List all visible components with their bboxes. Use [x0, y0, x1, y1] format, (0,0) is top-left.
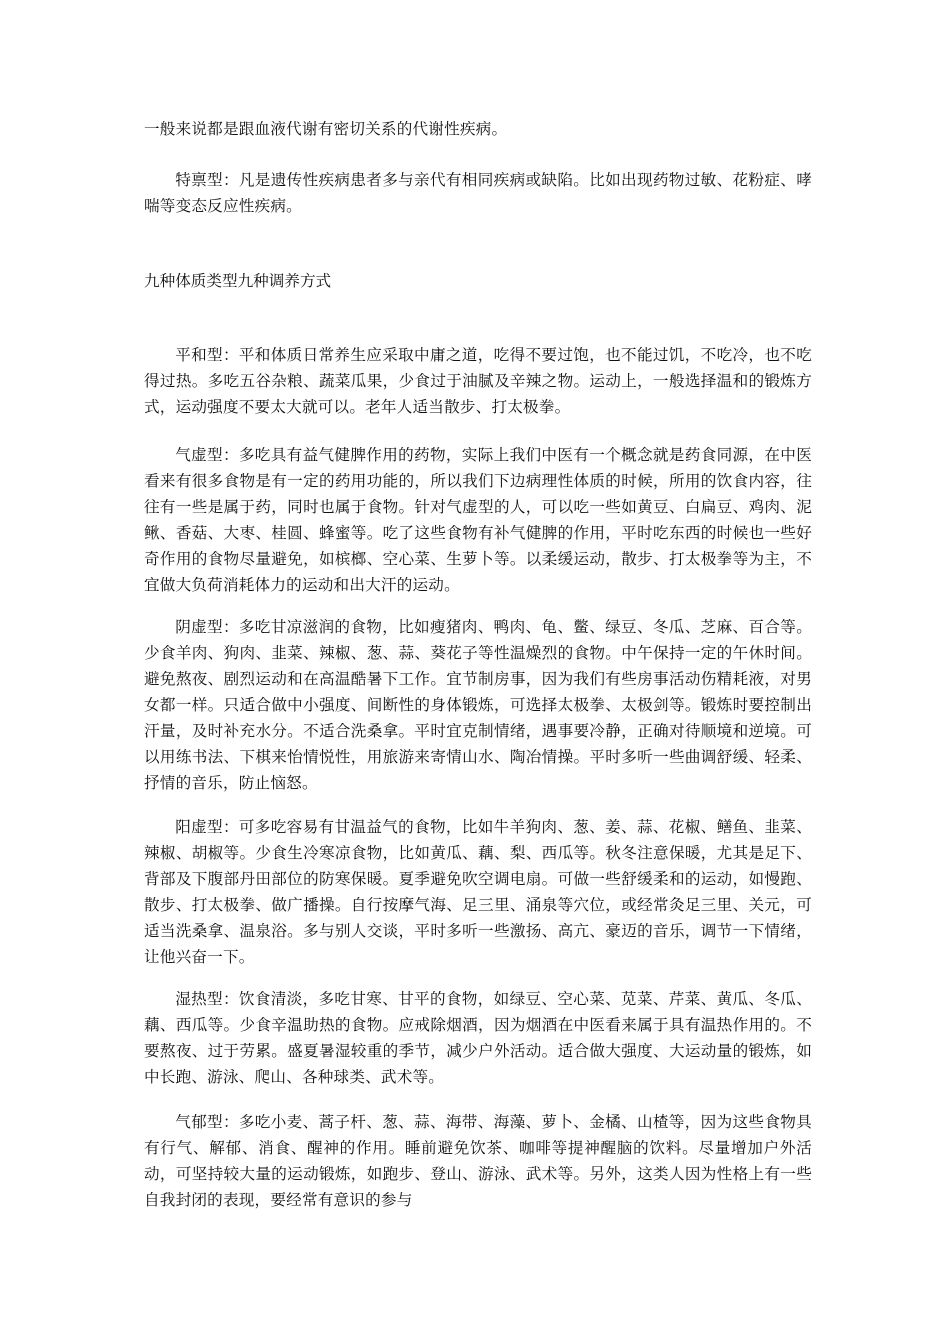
paragraph-qiyu: 气郁型：多吃小麦、蒿子杆、葱、蒜、海带、海藻、萝卜、金橘、山楂等，因为这些食物具有行气、解郁、消食、醒神的作用。睡前避免饮茶、咖啡等提神醒脑的饮料。尽量增加户外活动，可坚持较大量的运动锻炼，如跑步、登山、游泳、武术等。另外，这类人因为性格上有一些自我封闭的表现，要经常有意识的参与 [144, 1113, 812, 1209]
paragraph-pinghe: 平和型：平和体质日常养生应采取中庸之道，吃得不要过饱，也不能过饥，不吃冷，也不吃得过热。多吃五谷杂粮、蔬菜瓜果，少食过于油腻及辛辣之物。运动上，一般选择温和的锻炼方式，运动强度不要太大就可以。老年人适当散步、打太极拳。 [144, 346, 812, 416]
section-heading: 九种体质类型九种调养方式 [144, 272, 332, 290]
paragraph-intro-end: 一般来说都是跟血液代谢有密切关系的代谢性疾病。 [144, 120, 508, 138]
paragraph-qixu: 气虚型：多吃具有益气健脾作用的药物，实际上我们中医有一个概念就是药食同源，在中医看来有很多食物是有一定的药用功能的，所以我们下边病理性体质的时候，所用的饮食内容，往往有一些是属于药，同时也属于食物。针对气虚型的人，可以吃一些如黄豆、白扁豆、鸡肉、泥鳅、香菇、大枣、桂圆、蜂蜜等。吃了这些食物有补气健脾的作用，平时吃东西的时候也一些好奇作用的食物尽量避免，如槟榔、空心菜、生萝卜等。以柔缓运动，散步、打太极拳等为主，不宜做大负荷消耗体力的运动和出大汗的运动。 [144, 446, 812, 594]
paragraph-shire: 湿热型：饮食清淡，多吃甘寒、甘平的食物，如绿豆、空心菜、苋菜、芹菜、黄瓜、冬瓜、藕、西瓜等。少食辛温助热的食物。应戒除烟酒，因为烟酒在中医看来属于具有温热作用的。不要熬夜、过于劳累。盛夏暑湿较重的季节，减少户外活动。适合做大强度、大运动量的锻炼，如中长跑、游泳、爬山、各种球类、武术等。 [144, 990, 812, 1086]
paragraph-yangxu: 阳虚型：可多吃容易有甘温益气的食物，比如牛羊狗肉、葱、姜、蒜、花椒、鳝鱼、韭菜、辣椒、胡椒等。少食生冷寒凉食物，比如黄瓜、藕、梨、西瓜等。秋冬注意保暖，尤其是足下、背部及下腹部丹田部位的防寒保暖。夏季避免吹空调电扇。可做一些舒缓柔和的运动，如慢跑、散步、打太极拳、做广播操。自行按摩气海、足三里、涌泉等穴位，或经常灸足三里、关元，可适当洗桑拿、温泉浴。多与别人交谈，平时多听一些激扬、高亢、豪迈的音乐，调节一下情绪，让他兴奋一下。 [144, 818, 812, 966]
paragraph-tebing: 特禀型：凡是遗传性疾病患者多与亲代有相同疾病或缺陷。比如出现药物过敏、花粉症、哮喘等变态反应性疾病。 [144, 171, 812, 215]
paragraph-yinxu: 阴虚型：多吃甘凉滋润的食物，比如瘦猪肉、鸭肉、龟、鳖、绿豆、冬瓜、芝麻、百合等。少食羊肉、狗肉、韭菜、辣椒、葱、蒜、葵花子等性温燥烈的食物。中午保持一定的午休时间。避免熬夜、剧烈运动和在高温酷暑下工作。宜节制房事，因为我们有些房事活动伤精耗液，对男女都一样。只适合做中小强度、间断性的身体锻炼，可选择太极拳、太极剑等。锻炼时要控制出汗量，及时补充水分。不适合洗桑拿。平时宜克制情绪，遇事要冷静，正确对待顺境和逆境。可以用练书法、下棋来怡情悦性，用旅游来寄情山水、陶冶情操。平时多听一些曲调舒缓、轻柔、抒情的音乐，防止恼怒。 [144, 618, 812, 792]
